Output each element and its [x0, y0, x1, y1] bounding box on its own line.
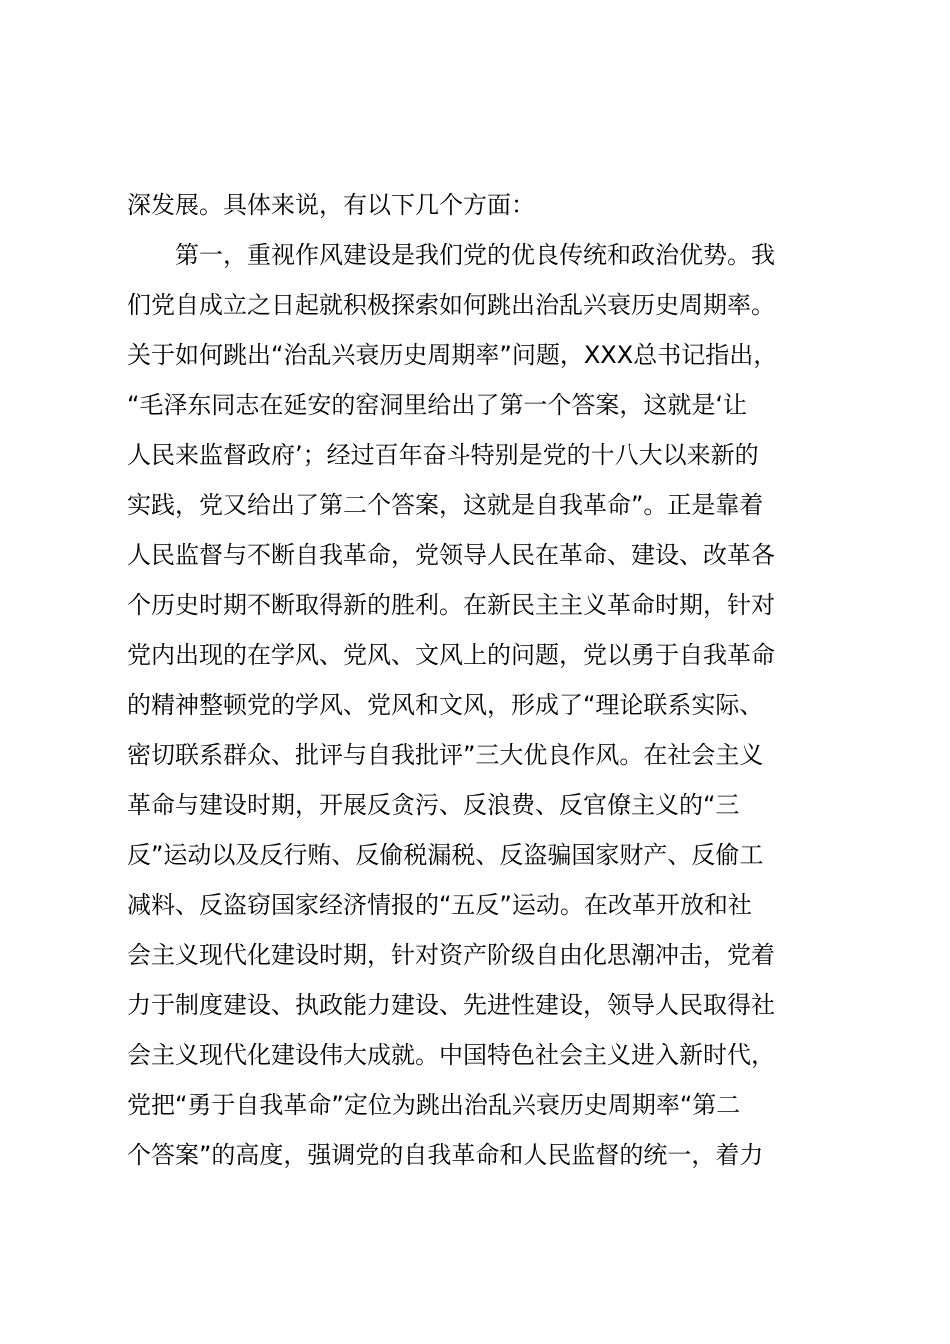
text-line: 人民来监督政府’；经过百年奋斗特别是党的十八大以来新的: [127, 441, 759, 469]
text-line: 的精神整顿党的学风、党风和文风，形成了“理论联系实际、: [127, 691, 764, 719]
text-line: 人民监督与不断自我革命，党领导人民在革命、建设、改革各: [127, 541, 775, 569]
text-line: 们党自成立之日起就积极探索如何跳出治乱兴衰历史周期率。: [127, 291, 775, 319]
text-line: 减料、反盗窃国家经济情报的“五反”运动。在改革开放和社: [127, 891, 752, 919]
text-line: 个历史时期不断取得新的胜利。在新民主主义革命时期，针对: [127, 591, 775, 619]
text-line: 实践，党又给出了第二个答案，这就是自我革命”。正是靠着: [127, 491, 764, 519]
text-line: 革命与建设时期，开展反贪污、反浪费、反官僚主义的“三: [127, 791, 740, 819]
text-line: 反”运动以及反行贿、反偷税漏税、反盗骗国家财产、反偷工: [127, 841, 764, 869]
text-line: 力于制度建设、执政能力建设、先进性建设，领导人民取得社: [127, 991, 775, 1019]
text-line: 第一，重视作风建设是我们党的优良传统和政治优势。我: [127, 241, 775, 269]
text-line: 党内出现的在学风、党风、文风上的问题，党以勇于自我革命: [127, 641, 775, 669]
text-line: 深发展。具体来说，有以下几个方面：: [127, 191, 535, 219]
text-line: 会主义现代化建设伟大成就。中国特色社会主义进入新时代，: [127, 1041, 775, 1069]
text-line: 密切联系群众、批评与自我批评”三大优良作风。在社会主义: [127, 741, 764, 769]
text-line: “毛泽东同志在延安的窑洞里给出了第一个答案，这就是‘让: [127, 391, 748, 419]
text-line: 个答案”的高度，强调党的自我革命和人民监督的统一，着力: [127, 1141, 764, 1169]
text-line: 会主义现代化建设时期，针对资产阶级自由化思潮冲击，党着: [127, 941, 775, 969]
text-line: 党把“勇于自我革命”定位为跳出治乱兴衰历史周期率“第二: [127, 1091, 741, 1119]
text-line: 关于如何跳出“治乱兴衰历史周期率”问题，XXX总书记指出，: [127, 341, 778, 369]
